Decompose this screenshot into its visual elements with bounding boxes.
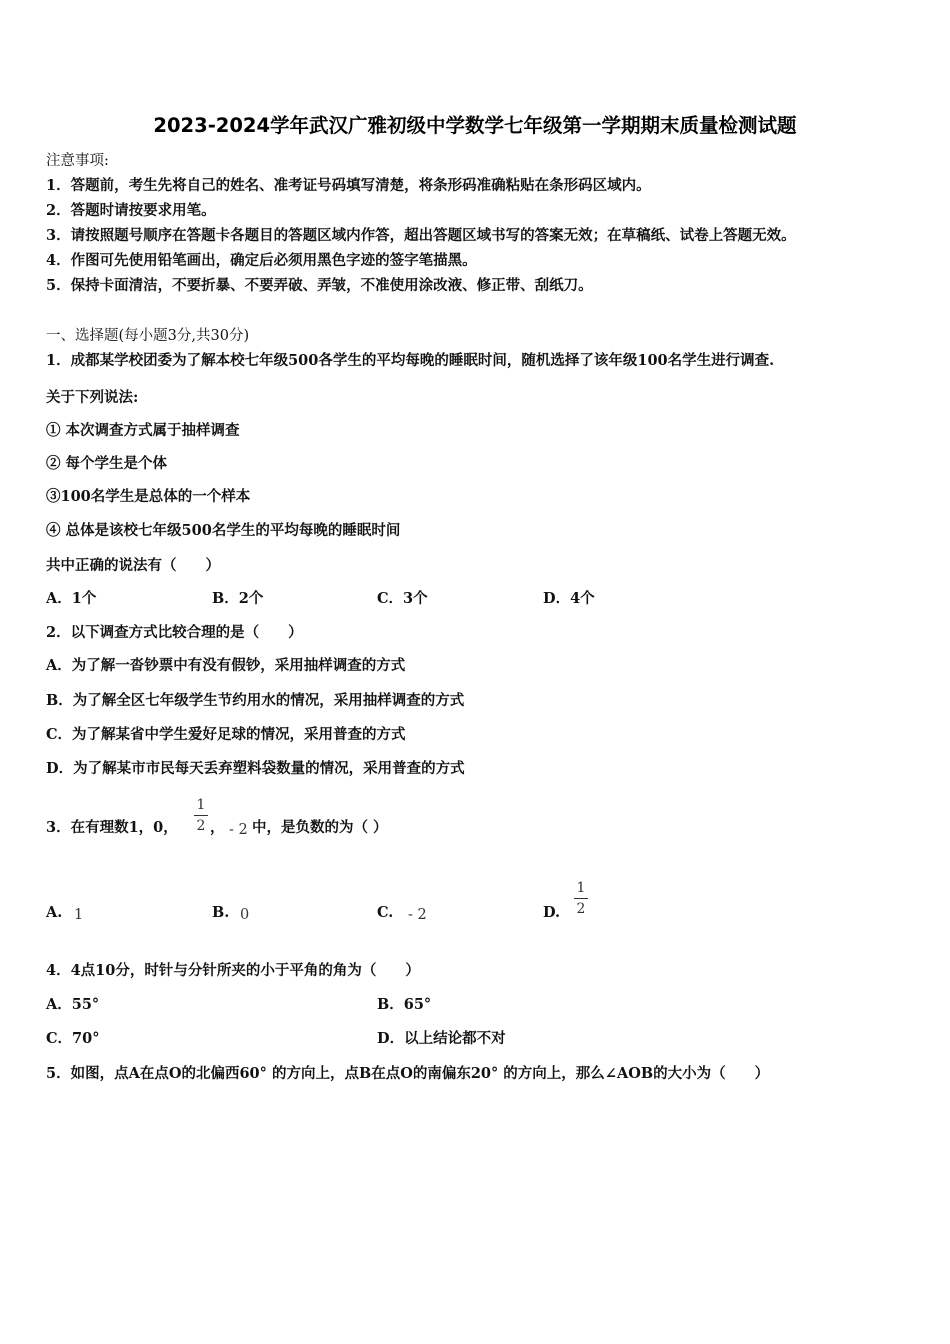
option-b: B．65° — [377, 996, 432, 1013]
option-b-value: 0 — [240, 907, 250, 923]
option-d-label: D. — [543, 904, 561, 921]
question-3-stem-end: 中，是负数的为（ ） — [252, 819, 388, 836]
option-a-value: 1 — [74, 907, 84, 923]
question-2-stem: 2．以下调查方式比较合理的是（ ） — [46, 624, 303, 641]
question-5-stem: 5．如图，点A在点O的北偏西60° 的方向上，点B在点O的南偏东20° 的方向上，那么∠AOB的大小为（ ） — [46, 1065, 770, 1082]
statement: ① 本次调查方式属于抽样调查 — [46, 422, 240, 439]
option-c-value: - 2 — [408, 907, 427, 923]
fraction-numerator: 1 — [196, 797, 206, 813]
option-a-label: A. — [46, 904, 63, 921]
option-c: C．为了解某省中学生爱好足球的情况，采用普查的方式 — [46, 726, 406, 743]
notice-item: 3．请按照题号顺序在答题卡各题目的答题区域内作答，超出答题区域书写的答案无效；在草稿纸、试卷上答题无效。 — [46, 227, 796, 244]
statement: ② 每个学生是个体 — [46, 455, 168, 472]
option-a: A．1个 — [46, 590, 97, 607]
statement: ③100名学生是总体的一个样本 — [46, 488, 251, 505]
section-heading: 一、选择题(每小题3分,共30分) — [46, 328, 250, 344]
question-3-stem — [46, 818, 178, 838]
question-1-prompt: 共中正确的说法有（ ） — [46, 557, 220, 574]
question-4-stem: 4．4点10分，时针与分针所夹的小于平角的角为（ ） — [46, 962, 420, 979]
option-b: B．2个 — [212, 590, 264, 607]
option-b-label: B. — [212, 904, 230, 921]
option-d: D．为了解某市市民每天丢弃塑料袋数量的情况，采用普查的方式 — [46, 760, 465, 777]
option-b: B．为了解全区七年级学生节约用水的情况，采用抽样调查的方式 — [46, 692, 465, 709]
question-1-stem: 1．成都某学校团委为了解本校七年级500各学生的平均每晚的睡眠时间，随机选择了该年级100名学生进行调查. — [46, 352, 775, 369]
option-d: D．4个 — [543, 590, 595, 607]
statement: ④ 总体是该校七年级500名学生的平均每晚的睡眠时间 — [46, 522, 401, 539]
notice-item: 1．答题前，考生先将自己的姓名、准考证号码填写清楚，将条形码准确粘贴在条形码区域内。 — [46, 177, 651, 194]
notice-item: 5．保持卡面清洁，不要折暴、不要弄破、弄皱，不准使用涂改液、修正带、刮纸刀。 — [46, 277, 593, 294]
fraction-bar — [194, 815, 208, 816]
page-title: 2023-2024学年武汉广雅初级中学数学七年级第一学期期末质量检测试题 — [153, 114, 797, 137]
option-a: A．55° — [46, 996, 100, 1013]
option-c: C．3个 — [377, 590, 428, 607]
fraction-numerator: 1 — [576, 880, 586, 896]
notice-item: 2．答题时请按要求用笔。 — [46, 202, 216, 219]
fraction-one-half — [194, 796, 208, 835]
notice-heading: 注意事项: — [46, 153, 109, 169]
option-c: C．70° — [46, 1030, 100, 1047]
notice-item: 4．作图可先使用铅笔画出，确定后必须用黑色字迹的签字笔描黑。 — [46, 252, 477, 269]
option-d: D．以上结论都不对 — [377, 1030, 506, 1047]
fraction-denominator: 2 — [196, 818, 206, 834]
option-d-fraction — [574, 879, 588, 918]
question-1-intro: 关于下列说法: — [46, 389, 139, 406]
option-c-label: C. — [377, 904, 394, 921]
fraction-bar — [574, 898, 588, 899]
question-3-stem-start: 3．在有理数1，0， — [46, 819, 178, 836]
question-3-separator: ， — [210, 819, 225, 836]
option-a: A．为了解一沓钞票中有没有假钞，采用抽样调查的方式 — [46, 657, 406, 674]
negative-two: - 2 — [229, 822, 248, 838]
fraction-denominator: 2 — [576, 901, 586, 917]
